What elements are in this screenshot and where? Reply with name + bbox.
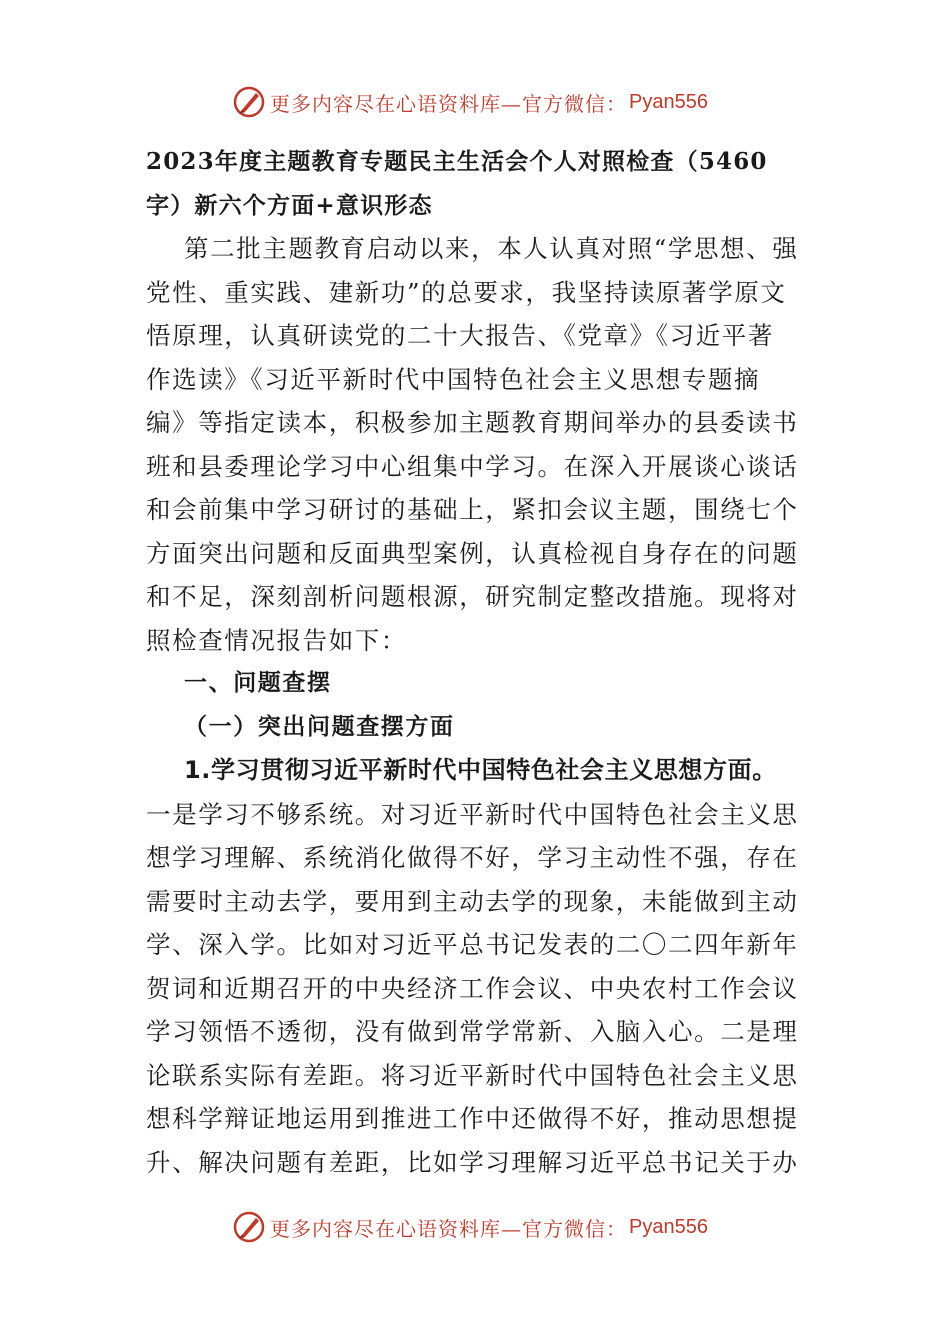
document-title-line-1: 2023年度主题教育专题民主生活会个人对照检查（5460 [146, 148, 768, 175]
intro-line: 第二批主题教育启动以来，本人认真对照“学思想、强 [184, 234, 799, 263]
intro-line: 编》等指定读本，积极参加主题教育期间举办的县委读书 [146, 408, 799, 437]
body-line: 学习领悟不透彻，没有做到常学常新、入脑入心。二是理 [146, 1017, 799, 1046]
intro-line: 方面突出问题和反面典型案例，认真检视自身存在的问题 [146, 538, 799, 568]
body-line: 需要时主动去学，要用到主动去学的现象，未能做到主动 [146, 886, 799, 916]
intro-line: 悟原理，认真研读党的二十大报告、《党章》《习近平著 [146, 321, 774, 350]
watermark-wechat-id: Pyan556 [629, 1215, 708, 1238]
document-title-line-2: 字）新六个方面+意识形态 [146, 191, 433, 219]
intro-line: 党性、重实践、建新功”的总要求，我坚持读原著学原文 [146, 277, 787, 307]
document-body [146, 140, 810, 1184]
intro-line: 作选读》《习近平新时代中国特色社会主义思想专题摘 [146, 364, 761, 394]
body-line: 论联系实际有差距。将习近平新时代中国特色社会主义思 [146, 1060, 799, 1090]
body-line: 想学习理解、系统消化做得不好，学习主动性不强，存在 [146, 843, 799, 872]
body-line: 升、解决问题有差距，比如学习理解习近平总书记关于办 [146, 1147, 799, 1177]
section-heading: 一、问题查摆 [184, 670, 332, 696]
watermark-text: 更多内容尽在心语资料库—官方微信： [270, 1216, 627, 1241]
watermark-footer [232, 1209, 708, 1245]
body-line: 学、深入学。比如对习近平总书记发表的二〇二四年新年 [146, 930, 799, 959]
point-title: 1.学习贯彻习近平新时代中国特色社会主义思想方面。 [184, 756, 777, 784]
pen-logo-icon [232, 1210, 266, 1244]
intro-line: 和会前集中学习研讨的基础上，紧扣会议主题，围绕七个 [146, 495, 799, 524]
intro-line: 照检查情况报告如下： [146, 625, 407, 655]
watermark-header [232, 84, 708, 120]
intro-line: 和不足，深刻剖析问题根源，研究制定整改措施。现将对 [146, 582, 799, 611]
watermark-wechat-id: Pyan556 [629, 90, 708, 113]
pen-logo-icon [232, 85, 266, 119]
body-line: 一是学习不够系统。对习近平新时代中国特色社会主义思 [146, 799, 799, 829]
body-line: 想科学辩证地运用到推进工作中还做得不好，推动思想提 [146, 1104, 799, 1133]
intro-line: 班和县委理论学习中心组集中学习。在深入开展谈心谈话 [146, 451, 799, 481]
subsection-heading: （一）突出问题查摆方面 [184, 713, 455, 740]
body-line: 贺词和近期召开的中央经济工作会议、中央农村工作会议 [146, 973, 799, 1003]
watermark-text: 更多内容尽在心语资料库—官方微信： [270, 91, 627, 116]
